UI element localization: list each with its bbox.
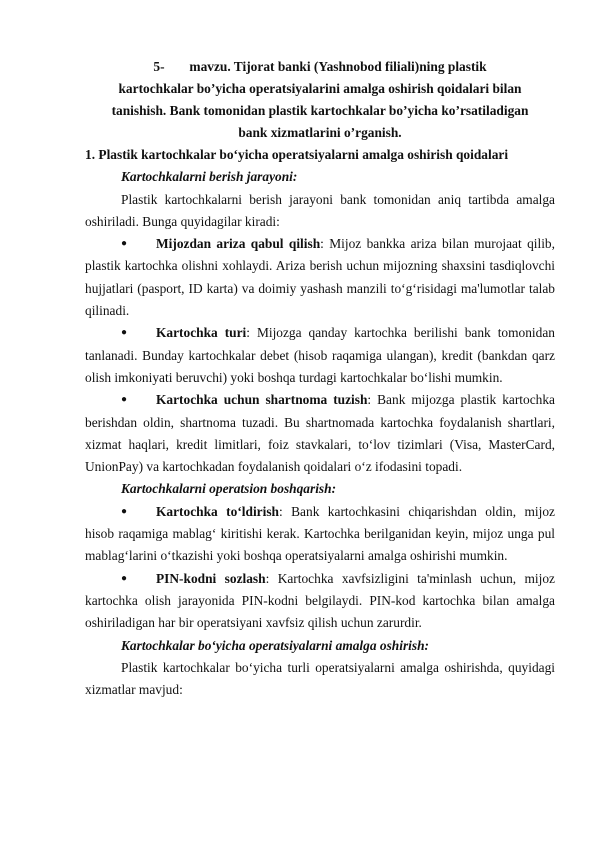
paragraph-services: Plastik kartochkalar bo‘yicha turli operatsiyalarni amalga oshirishda, quyidagi xizmatlar mavjud: (85, 659, 555, 698)
title-line-4: bank xizmatlarini o’rganish. (238, 125, 402, 140)
title-line-1: mavzu. Tijorat banki (Yashnobod filiali)ning plastik (189, 59, 487, 74)
bullet-icon: ● (121, 572, 128, 584)
bullet-icon: ● (121, 505, 128, 517)
list-item-term: Mijozdan ariza qabul qilish (156, 236, 321, 252)
bullet-icon: ● (121, 394, 128, 406)
bullet-icon: ● (121, 238, 128, 250)
page-title (85, 56, 555, 78)
list-item-text: : Mijozga qanday kartochka berilishi bank tomonidan tanlanadi. Bunday kartochkalar debet (hisob raqamiga ulangan), kredit (bankdan qarz olish imkoniyati beruvchi) yoki boshqa turdagi kartochkalar bo‘lishi mumkin. (85, 325, 555, 385)
list-item-text: : Mijoz bankka ariza bilan murojaat qilib, plastik kartochka olishni xohlaydi. Ariza berish uchun mijozning shaxsini tasdiqlovchi hujjatlari (pasport, ID karta) va doimiy yashash manzili to‘g‘risidagi ma'lumotlar talab qilinadi. (85, 236, 555, 319)
paragraph-intro: Plastik kartochkalarni berish jarayoni bank tomonidan aniq tartibda amalga oshiriladi. Bunga quyidagilar kiradi: (85, 191, 555, 229)
subheading-issuance: Kartochkalarni berish jarayoni: (121, 169, 298, 185)
list-item-term: PIN-kodni sozlash (156, 570, 266, 586)
list-item (85, 389, 555, 478)
list-item-text: : Bank mijozga plastik kartochka berishdan oldin, shartnoma tuzadi. Bu shartnomada kartochka foydalanish shartlari, xizmat haqlari, kredit limitlari, foiz stavkalari, to‘lov tizimlari (Visa, MasterCard, UnionPay) va kartochkadan foydalanish qoidalari o‘z ifodasini topadi. (85, 392, 555, 475)
bullet-icon: ● (121, 327, 128, 339)
list-item (85, 322, 555, 389)
list-item-term: Kartochka uchun shartnoma tuzish (156, 392, 368, 408)
list-item-text: : Bank kartochkasini chiqarishdan oldin, mijoz hisob raqamiga mablag‘ kiritishi kerak. Kartochka berilganidan keyin, mijoz unga pul mablag‘larini o‘tkazishi yoki boshqa operatsiyalarni amalga oshirishi mumkin. (85, 503, 555, 564)
subheading-card-operations: Kartochkalar bo‘yicha operatsiyalarni amalga oshirish: (121, 637, 430, 653)
list-item-text: : Kartochka xavfsizligini ta'minlash uchun, mijoz kartochka olish jarayonida PIN-kodni belgilaydi. PIN-kod kartochka bilan amalga oshiriladigan har bir operatsiyani xavfsiz qilish uchun zarurdir. (85, 570, 555, 631)
title-line-3: tanishish. Bank tomonidan plastik kartochkalar bo’yicha ko’rsatiladigan (111, 103, 529, 118)
list-item-term: Kartochka to‘ldirish (156, 503, 279, 519)
subheading-operations-management: Kartochkalarni operatsion boshqarish: (121, 481, 337, 497)
topic-number: 5- (153, 59, 165, 74)
list-item-term: Kartochka turi (156, 325, 247, 341)
section-heading: 1. Plastik kartochkalar bo‘yicha operatsiyalarni amalga oshirish qoidalari (85, 147, 509, 162)
title-line-2: kartochkalar bo’yicha operatsiyalarini amalga oshirish qoidalari bilan (118, 81, 522, 96)
list-item (85, 233, 555, 322)
list-item (85, 501, 555, 568)
list-item (85, 568, 555, 635)
document-page (85, 56, 555, 701)
